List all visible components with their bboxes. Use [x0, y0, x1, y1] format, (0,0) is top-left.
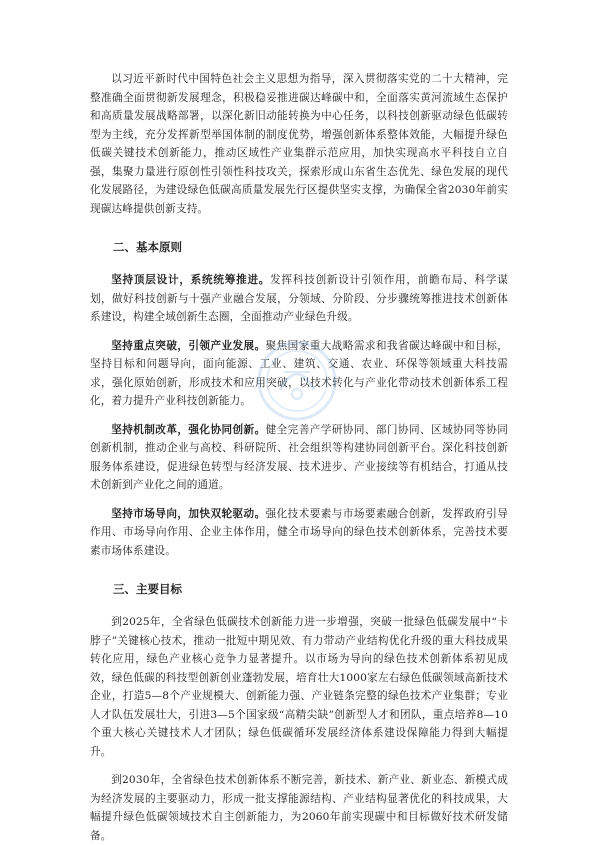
goal-paragraph: 到2025年，全省绿色低碳技术创新能力进一步增强，突破一批绿色低碳发展中“卡脖子”关键核心技术，推动一批短中期见效、有力带动产业结构优化升级的重大科技成果转化应用，绿色产业核心竞争力显著提升。以市场为导向的绿色技术创新体系初见成效，绿色低碳的科技型创新创业蓬勃发展，培育壮大1000家左右绿色低碳领域高新技术企业，打造5—8个产业规模大、创新能力强、产业链条完整的绿色技术产业集群；专业人才队伍发展壮大，引进3—5个国家级“高精尖缺”创新型人才和团队，重点培养8—10个重大核心关键技术人才团队；绿色低碳循环发展经济体系建设保障能力得到大幅提升。 [90, 616, 508, 758]
principle-lead: 坚持顶层设计，系统统筹推进。 [111, 274, 271, 286]
principle-paragraph [90, 505, 508, 561]
principle-text: 健全完善产学研协同、部门协同、区域协同等协同创新机制，推动企业与高校、科研院所、社会组织等构建协同创新平台。深化科技创新服务体系建设，促进绿色转型与经济发展、技术进步、产业接续等有机结合，打通从技术创新到产业化之间的通道。 [90, 423, 508, 491]
section-heading-principles: 二、基本原则 [113, 240, 182, 254]
intro-paragraph: 以习近平新时代中国特色社会主义思想为指导，深入贯彻落实党的二十大精神，完整准确全面贯彻新发展理念，积极稳妥推进碳达峰碳中和，全面落实黄河流域生态保护和高质量发展战略部署，以深化新旧动能转换为中心任务，以科技创新驱动绿色低碳转型为主线，充分发挥新型举国体制的制度优势，增强创新体系整体效能，大幅提升绿色低碳关键技术创新能力，推动区域性产业集群示范应用，加快实现高水平科技自立自强，集聚力量进行原创性引领性科技攻关，探索形成山东省生态优先、绿色发展的现代化发展路径，为建设绿色低碳高质量发展先行区提供坚实支撑，为确保全省2030年前实现碳达峰提供创新支持。 [90, 73, 508, 215]
document-body [90, 70, 508, 845]
principle-lead: 坚持机制改革，强化协同创新。 [111, 423, 266, 436]
principle-paragraph [90, 421, 508, 495]
section-heading-goals: 三、主要目标 [113, 582, 182, 596]
goal-paragraph: 到2030年，全省绿色技术创新体系不断完善，新技术、新产业、新业态、新模式成为经济发展的主要驱动力，形成一批支撑能源结构、产业结构显著优化的科技成果，大幅提升绿色低碳领域技术自主创新能力，为2060年前实现碳中和目标做好技术研发储备。 [90, 774, 508, 842]
principle-text: 发挥科技创新设计引领作用，前瞻布局、科学谋划，做好科技创新与十强产业融合发展，分领域、分阶段、分步骤统筹推进技术创新体系建设，构建全域创新生态圈，全面推动产业绿色升级。 [90, 274, 508, 323]
principle-text: 聚焦国家重大战略需求和我省碳达峰碳中和目标，坚持目标和问题导向，面向能源、工业、建筑、交通、农业、环保等领域重大科技需求，强化原始创新，形成技术和应用突破，以技术转化与产业化带动技术创新体系工程化，着力提升产业科技创新能力。 [90, 339, 508, 407]
principle-text: 强化技术要素与市场要素融合创新，发挥政府引导作用、市场导向作用、企业主体作用，健全市场导向的绿色技术创新体系，完善技术要素市场体系建设。 [90, 507, 508, 557]
principle-paragraph [90, 271, 508, 327]
principle-paragraph [90, 337, 508, 411]
principle-lead: 坚持重点突破，引领产业发展。 [111, 339, 266, 352]
principle-lead: 坚持市场导向，加快双轮驱动。 [111, 507, 266, 520]
